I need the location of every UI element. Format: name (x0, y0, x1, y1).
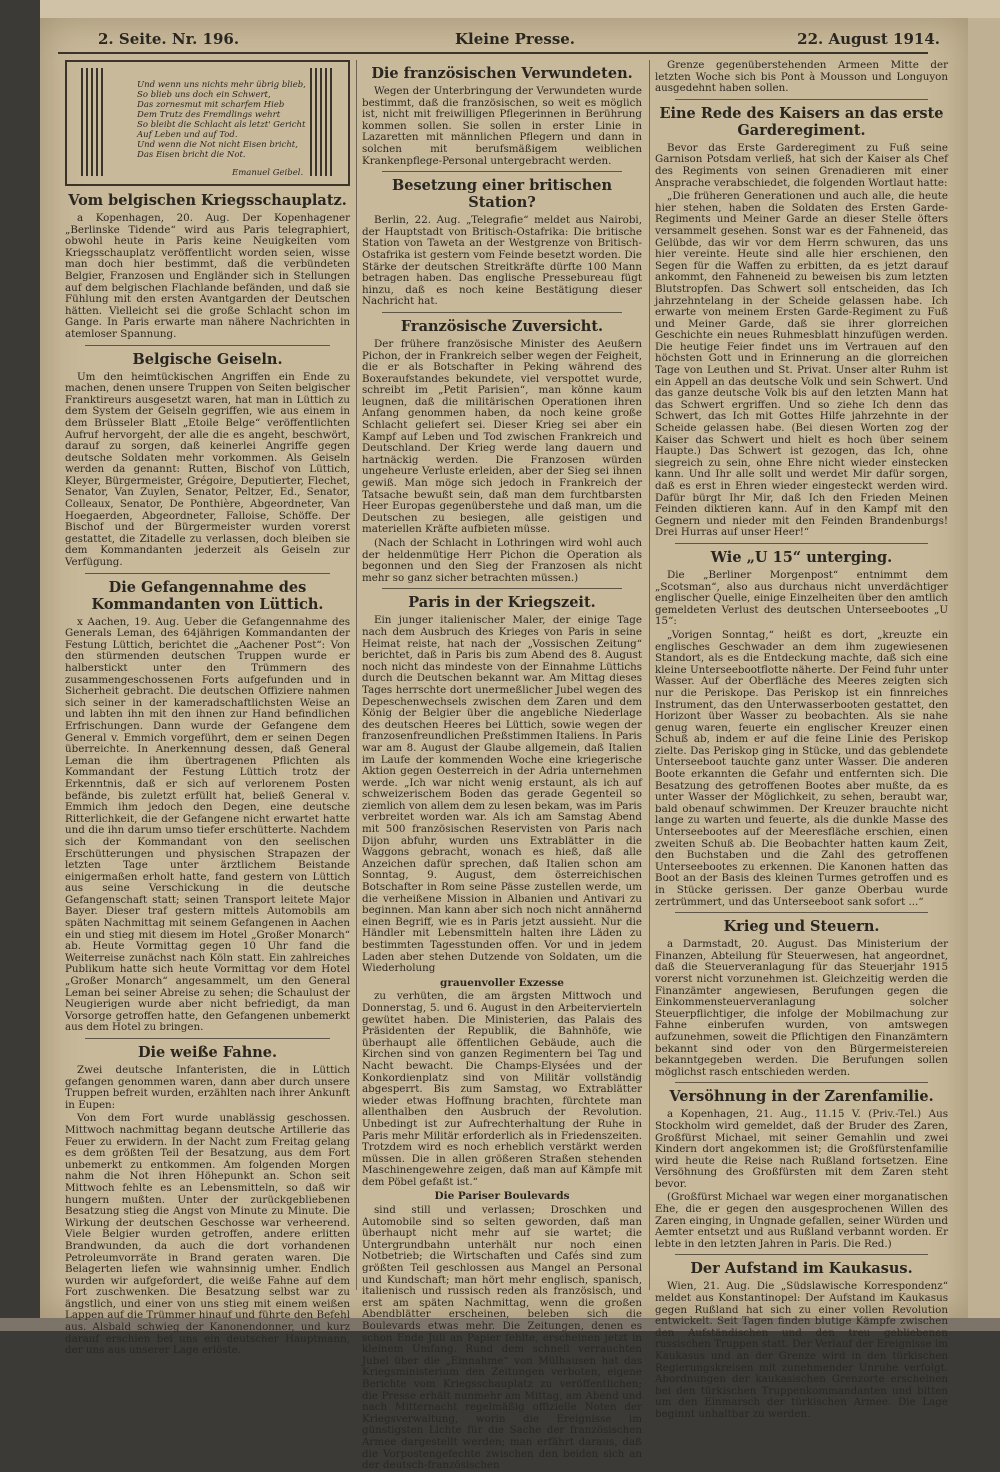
poem-line: Und wenn die Not nicht Eisen bricht, (137, 140, 298, 150)
poem-line: Das Eisen bricht die Not. (137, 150, 246, 160)
ornament-right (310, 68, 334, 176)
separator (675, 99, 928, 100)
poem-line: Das zornesmut mit scharfem Hieb (137, 100, 285, 110)
article-text: Die „Berliner Morgenpost“ entnimmt dem „Scotsman“, also aus durchaus nicht unverdächtiger englischer Quelle, einige Einzelheiten über den amtlich gemeldeten Verlust des deutschen Unterseebootes „U 15“: (655, 568, 948, 628)
page-right-edge (968, 18, 1000, 1331)
article-text: Der frühere französische Minister des Aeußern Pichon, der in Frankreich selber wegen der Feigheit, die er als Botschafter in Peking während des Boxeraufstandes bekundete, viel verspottet wurde, schreibt im „Petit Parisien“, man könne kaum leugnen, daß die militärischen Operationen ihren Anfang genommen haben, da noch keine große Schlacht geliefert sei. Dieser Krieg sei aber ein Kampf auf Leben und Tod zwischen Frankreich und Deutschland. Der Krieg werde lang dauern und hartnäckig werden. Die Franzosen würden ungeheure Verluste erleiden, aber der Sieg sei ihnen gewiß. Man möge sich jedoch in Frankreich der Tatsache bewußt sein, daß man dem furchtbarsten Heer Europas gegenüberstehe und daß man, um die Deutschen zu besiegen, alle geistigen und materiellen Kräfte aufbieten müsse. (362, 337, 642, 536)
article-title: Besetzung einer britischen Station? (391, 177, 613, 212)
header-date: 22. August 1914. (797, 30, 940, 48)
article-text: Berlin, 22. Aug. „Telegrafie“ meldet aus Nairobi, der Hauptstadt von Britisch-Ostafrika: Die britische Station von Taweta an der Westgrenze von Britisch-Ostafrika ist gestern vom Feinde besetzt worden. Die Stärke der deutschen Streitkräfte dürfte 100 Mann betragen haben. Das englische Pressebureau fügt hinzu, daß es noch keine Bestätigung dieser Nachricht hat. (362, 214, 642, 308)
article-text: „Vorigen Sonntag,“ heißt es dort, „kreuzte ein englisches Geschwader an dem ihm zugewiesenen Standort, als es die Entdeckung machte, daß sich eine kleine Unterseebootflotte näherte. Der Feind fuhr unter Wasser. Auf der Oberfläche des Meeres zeigten sich nur die Periskope. Das Periskop ist ein finnreiches Instrument, das den Unterwasserbooten gestattet, den Horizont über Wasser zu beobachten. Als sie nahe genug waren, feuerte ein englischer Kreuzer einen Schuß ab, indem er auf die feine Linie des Periskop zielte. Das Periskop ging in Stücke, und das geblendete Unterseeboot tauchte ganz unter Wasser. Die anderen Boote erkannten die Gefahr und entfernten sich. Die Besatzung des getroffenen Bootes aber mußte, da es unter Wasser der Möglichkeit, zu sehen, beraubt war, bald obenauf schwimmen. Der Kreuzer brauchte nicht lange zu warten und feuerte, als die dunkle Masse des Unterseebootes auf der Meeresfläche erschien, einen zweiten Schuß ab. Die Beobachter hatten kaum Zeit, den Buchstaben und die Zahl des getroffenen Unterseebootes zu erkennen. Die Kanonen hatten das Boot an der Basis des kleinen Turmes getroffen und es in Stücke gerissen. Der ganze Oberbau wurde zertrümmert, und das Unterseeboot sank sofort ...“ (655, 628, 948, 908)
poem-lines (137, 80, 306, 160)
article-text: Um den heimtückischen Angriffen ein Ende zu machen, denen unsere Truppen von Seiten belgischer Franktireurs ausgesetzt waren, hat man in Lüttich zu dem System der Geiseln gegriffen, wie aus einem in dem Brüsseler Blatt „Etoile Belge“ veröffentlichten Aufruf hervorgeht, der alle die es angeht, beschwört, darauf zu sorgen, daß keinerlei Angriffe gegen deutsche Soldaten mehr vorkommen. Als Geiseln werden da genannt: Rutten, Bischof von Lüttich, Kleyer, Bürgermeister, Grégoire, Deputierter, Flechet, Senator, Van Zuylen, Senator, Peltzer, Ed., Senator, Colleaux, Senator, De Ponthière, Abgeordneter, Van Hoegaerden, Abgeordneter, Falloise, Schöffe. Der Bischof und der Bürgermeister wurden vorerst gestattet, die Zitadelle zu verlassen, doch bleiben sie dem Kommandanten jederzeit als Geiseln zur Verfügung. (65, 370, 350, 569)
article-title: Versöhnung in der Zarenfamilie. (669, 1088, 934, 1106)
column-3 (655, 59, 948, 1420)
separator (675, 543, 928, 544)
ornament-left (81, 68, 105, 176)
separator (382, 588, 622, 589)
column-divider-1 (356, 60, 357, 1290)
article-text: a Kopenhagen, 21. Aug., 11.15 V. (Priv.-Tel.) Aus Stockholm wird gemeldet, daß der Bruder des Zaren, Großfürst Michael, mit seiner Gemahlin und zwei Kindern dort angekommen ist; die Großfürstenfamilie wird heute die Reise nach Rußland fortsetzen. Eine Versöhnung des Großfürsten mit dem Zaren steht bevor. (655, 1108, 948, 1190)
poem-line: So blieb uns doch ein Schwert, (137, 90, 271, 100)
article-title: Krieg und Steuern. (723, 918, 880, 936)
article-title: Eine Rede des Kaisers an das erste Garderegiment. (659, 104, 944, 139)
article-title: Wie „U 15“ unterging. (710, 548, 893, 566)
article-text: Wien, 21. Aug. Die „Südslawische Korrespondenz“ meldet aus Konstantinopel: Der Aufstand im Kaukasus gegen Rußland hat sich zu einer vollen Revolution entwickelt. Seit Tagen finden blutige Kämpfe zwischen den Aufständischen und den treu gebliebenen russischen Truppen statt. Der Verlauf der Ereignisse im Kaukasus und an der Grenze wird in den türkischen Regierungskreisen mit zunehmender Unruhe verfolgt. Abordnungen der kaukasischen Grenzorte erscheinen bei den türkischen Truppenkommandanten und bitten um den Einmarsch der türkischen Armee. Die Lage beginnt unhaltbar zu werden. (655, 1280, 948, 1420)
separator (382, 171, 622, 172)
article-text: a Kopenhagen, 20. Aug. Der Kopenhagener „Berlinske Tidende“ wird aus Paris telegraphiert, obwohl heute in Paris keine Neuigkeiten vom Kriegsschauplatz veröffentlicht worden seien, wisse man doch hier bestimmt, daß die verbündeten Belgier, Franzosen und Engländer sich in Stellungen auf dem belgischen Flachlande befänden, und daß sie Fühlung mit den ersten Avantgarden der Deutschen hätten. Vielleicht sei die große Schlacht schon im Gange. In Paris erwarte man nähere Nachrichten in atemloser Spannung. (65, 212, 350, 340)
poem-box (65, 60, 350, 186)
subheading: Die Pariser Boulevards (434, 1190, 570, 1203)
separator (382, 312, 622, 313)
header-page-number: 2. Seite. Nr. 196. (98, 30, 240, 48)
poem-line: Auf Leben und auf Tod. (137, 130, 238, 140)
article-title: Französische Zuversicht. (400, 317, 604, 335)
article-text: Ein junger italienischer Maler, der einige Tage nach dem Ausbruch des Krieges von Paris in seine Heimat reiste, hat nach der „Vossischen Zeitung“ berichtet, daß in Paris bis zum Abend des 8. August noch nicht das mindeste von der Einnahme Lüttichs durch die Deutschen bekannt war. Am Mittag dieses Tages herrschte dort unermeßlicher Jubel wegen des Depeschenwechsels zwischen dem Zaren und dem König der Belgier über die angebliche Niederlage des deutschen Heeres bei Lüttich, sowie wegen der franzosenfreundlichen Preßstimmen Italiens. In Paris war am 8. August der Glaube allgemein, daß Italien im Laufe der kommenden Woche eine kriegerische Aktion gegen Oesterreich in der Adria unternehmen werde. „Ich war nicht wenig erstaunt, als ich auf schweizerischem Boden das gerade Gegenteil so ziemlich von allem dem zu lesen bekam, was im Paris verbreitet worden war. Als ich am Samstag Abend mit 500 französischen Reservisten von Paris nach Dijon abfuhr, wurden uns Extrablätter in die Waggons gebracht, wonach es hieß, daß alle Anzeichen dafür sprechen, daß Italien schon am Sonntag, 9. August, dem österreichischen Botschafter in Rom seine Pässe zustellen werde, um die verheißene Mission in Albanien und Antivari zu beginnen. Man kann aber sich noch nicht annähernd einen Begriff, wie es in Paris jetzt aussieht. Nur die Händler mit Lebensmitteln halten ihre Läden zu bestimmten Tagesstunden offen. Vor und in jedem Laden aber stehen Dutzende von Soldaten, um die Wiederholung (362, 614, 642, 975)
article-title: Die Gefangennahme des Kommandanten von Lüttich. (91, 578, 324, 613)
poem-author: Emanuel Geibel. (232, 168, 304, 178)
article-text: zu verhüten, die am ärgsten Mittwoch und Donnerstag, 5. und 6. August in den Arbeitervierteln gewütet haben. Die Ministerien, das Palais des Präsidenten der Republik, die Bahnhöfe, wie überhaupt alle öffentlichen Gebäude, auch die Kirchen sind von ganzen Regimentern bei Tag und Nacht bewacht. Die Champs-Elysées und der Konkordienplatz sind von Militär vollständig abgesperrt. Bis zum Samstag, wo Extrablätter wieder etwas Hoffnung brachten, fürchtete man allenthalben den Ausbruch der Revolution. Unbedingt ist zur Aufrechterhaltung der Ruhe in Paris mehr Militär erforderlich als in Friedenszeiten. Trotzdem wird es noch erheblich verstärkt werden müssen. Die in allen größeren Straßen stehenden Maschinengewehre zeigen, daß man auf Kämpfe mit dem Pöbel gefaßt ist.“ (362, 990, 642, 1188)
article-text: Grenze gegenüberstehenden Armeen Mitte der letzten Woche sich bis Pont à Mousson und Longuyon ausgedehnt haben sollen. (655, 59, 948, 95)
page-header (40, 30, 940, 52)
poem-line: So bleibt die Schlacht als letzt' Gericht (137, 120, 306, 130)
header-rule (58, 52, 928, 54)
article-text: Bevor das Erste Garderegiment zu Fuß seine Garnison Potsdam verließ, hat sich der Kaiser als Chef des Regiments von seinen Grenadieren mit einer Ansprache verabschiedet, die folgenden Wortlaut hatte: (655, 141, 948, 189)
separator (675, 1254, 928, 1255)
article-title: Die französischen Verwundeten. (371, 65, 633, 82)
column-divider-2 (649, 60, 650, 1290)
article-title: Paris in der Kriegszeit. (408, 594, 596, 612)
separator (85, 1038, 330, 1039)
column-2 (362, 60, 642, 1472)
separator (85, 573, 330, 574)
separator (675, 1082, 928, 1083)
article-text: (Nach der Schlacht in Lothringen wird wohl auch der heldenmütige Herr Pichon die Operation als begonnen und den Sieg der Franzosen als nicht mehr so ganz sicher betrachten müssen.) (362, 537, 642, 584)
article-text: Wegen der Unterbringung der Verwundeten wurde bestimmt, daß die französischen, so weit es möglich ist, nicht mit freiwilligen Pflegerinnen in Berührung kommen sollen. Sie sollen in erster Linie in Lazaretten mit männlichen Pflegern und dann in solchen mit berufsmäßigem weiblichen Krankenpflege-Personal untergebracht werden. (362, 85, 642, 167)
article-text: sind still und verlassen; Droschken und Automobile sind so selten geworden, daß man überhaupt nicht mehr auf sie wartet; die Untergrundbahn unterhält nur noch einen Notbetrieb; die Wirtschaften und Cafés sind zum größten Teil geschlossen aus Mangel an Personal und Kundschaft; man hört mehr englisch, spanisch, italienisch und russisch reden als französisch, und erst am späten Nachmittag, wenn die großen Abendblätter erscheinen, beleben sich die Boulevards etwas mehr. Die Zeitungen, denen es schon Ende Juli an Papier fehlte, erscheinen jetzt in kleinem Umfang. Rund dem schnell verrauchten Jubel über die „Einnahme“ von Mülhausen hat das Kriegsministerium den Zeitungen verboten, eigene Berichte vom Kriegsschauplatz zu veröffentlichen; die Presse erhält nunmehr am Mittag, am Abend und nach Mitternacht regelmäßig offizielle Noten der Kriegsverwaltung, worin die Ereignisse im günstigsten Lichte für die Sache der französischen Armee dargestellt werden; man erfährt daraus, daß die Vorpostengefechte zwischen den beiden sich an der deutsch-französischen (362, 1204, 642, 1472)
article-title: Die weiße Fahne. (137, 1044, 278, 1061)
separator (85, 345, 330, 346)
poem-line: Dem Trutz des Fremdlings wehrt (137, 110, 281, 120)
article-title: Vom belgischen Kriegsschauplatz. (68, 192, 347, 209)
separator (675, 912, 928, 913)
article-title: Belgische Geiseln. (132, 350, 283, 368)
article-title: Der Aufstand im Kaukasus. (690, 1260, 913, 1278)
article-text: x Aachen, 19. Aug. Ueber die Gefangennahme des Generals Leman, des 64jährigen Kommandanten der Festung Lüttich, berichtet die „Aachener Post“: Von den stürmenden deutschen Truppen wurde er halberstickt unter den Trümmern des zusammengeschossenen Forts aufgefunden und in Sicherheit gebracht. Die deutschen Offiziere nahmen sich seiner in der kameradschaftlichsten Weise an und labten ihn mit den ihnen zur Hand befindlichen Erfrischungen. Dann wurde der Gefangene dem General v. Emmich vorgeführt, dem er seinen Degen überreichte. In Anerkennung dessen, daß General Leman die ihm übertragenen Pflichten als Kommandant der Festung Lüttich trotz der Erkenntnis, daß er sich auf verlorenem Posten befände, bis zuletzt erfüllt hat, beließ General v. Emmich ihm jedoch den Degen, eine deutsche Ritterlichkeit, die der Gefangene nicht erwartet hatte und die ihn darum umso tiefer erschütterte. Nachdem sich der Kommandant von den seelischen Erschütterungen und physischen Strapazen der letzten Tage unter ärztlichem Beistande einigermaßen erholt hatte, fand gestern von Lüttich aus seine Verschickung in die deutsche Gefangenschaft statt; seinen Transport leitete Major Bayer. Dieser traf gestern mittels Automobils am späten Nachmittag mit seinem Gefangenen in Aachen ein und stieg mit diesem im Hotel „Großer Monarch“ ab. Heute Vormittag gegen 10 Uhr fand die Weiterreise zunächst nach Köln statt. Ein zahlreiches Publikum hatte sich heute Vormittag vor dem Hotel „Großer Monarch“ angesammelt, um den General Leman bei seiner Abreise zu sehen; die Schaulust der Neugierigen wurde aber nicht befriedigt, da man Vorsorge getroffen hatte, den Gefangenen unbemerkt aus dem Hotel zu bringen. (65, 615, 350, 1034)
article-text: a Darmstadt, 20. August. Das Ministerium der Finanzen, Abteilung für Steuerwesen, hat angeordnet, daß die Steuerveranlagung für das Steuerjahr 1915 vorerst nicht vorzunehmen ist. Gleichzeitig werden die Finanzämter angewiesen, Berufungen gegen die Einkommensteuerveranlagung solcher Steuerpflichtiger, die infolge der Mobilmachung zur Fahne einberufen wurden, von amtswegen aufzunehmen, soweit die Pflichtigen den Finanzämtern bekannt sind oder von den Bürgermeistereien bekanntgegeben werden. Die Berufungen sollen möglichst rasch entschieden werden. (655, 938, 948, 1078)
page-top-strip (40, 0, 1000, 18)
poem-line: Und wenn uns nichts mehr übrig blieb, (137, 80, 306, 90)
column-1 (65, 60, 350, 1357)
subheading: grauenvoller Exzesse (440, 976, 564, 989)
article-text: Zwei deutsche Infanteristen, die in Lüttich gefangen genommen waren, dann aber durch unsere Truppen befreit wurden, erzählten nach ihrer Ankunft in Eupen: (65, 1064, 350, 1111)
article-text: Von dem Fort wurde unablässig geschossen. Mittwoch nachmittag begann deutsche Artillerie das Feuer zu erwidern. In der Nacht zum Freitag gelang es dem größten Teil der Besatzung, aus dem Fort unbemerkt zu entkommen. Am folgenden Morgen nahm die Not ihren Höhepunkt an. Schon seit Mittwoch fehlte es an Lebensmitteln, so daß wir hungern mußten. Unter der zurückgebliebenen Besatzung stieg die Angst von Minute zu Minute. Die Wirkung der deutschen Geschosse war verheerend. Viele Belgier wurden getroffen, andere erlitten Brandwunden, da auch die dort vorhandenen Petroleumvorräte in Brand geraten waren. Die Belagerten liefen wie wahnsinnig umher. Endlich wurden wir aufgefordert, die weiße Fahne auf dem Fort zuschwenken. Die Besatzung selbst war zu ängstlich, und einer von uns stieg mit einem weißen Lappen auf die Trümmer hinauf und führte den Befehl aus. Alsbald schwieg der Kanonendonner, und kurz darauf erschien bei uns ein deutscher Hauptmann, der uns aus unserer Lage erlöste. (65, 1112, 350, 1357)
article-text: „Die früheren Generationen und auch alle, die heute hier stehen, haben die Soldaten des Ersten Garde-Regiments und Meiner Garde an dieser Stelle öfters versammelt gesehen. Sonst war es der Fahneneid, das Gelübde, das wir vor dem Herrn schwuren, das uns hier vereinte. Heute sind alle hier erschienen, den Segen für die Waffen zu erbitten, da es jetzt darauf ankommt, den Fahneneid zu beweisen bis zum letzten Blutstropfen. Das Schwert soll entscheiden, das Ich jahrzehntelang in der Scheide gelassen habe. Ich erwarte von meinem Ersten Garde-Regiment zu Fuß und Meiner Garde, daß sie ihrer glorreichen Geschichte ein neues Ruhmesblatt hinzufügen werden. Die heutige Feier findet uns im Vertrauen auf den höchsten Gott und in Erinnerung an die glorreichen Tage von Leuthen und St. Privat. Unser alter Ruhm ist ein Appell an das deutsche Volk und sein Schwert. Und das ganze deutsche Volk bis auf den letzten Mann hat das Schwert ergriffen. Und so ziehe Ich denn das Schwert, das Ich mit Gottes Hilfe jahrzehnte in der Scheide gelassen habe. (Bei diesen Worten zog der Kaiser das Schwert und hielt es hoch über seinem Haupte.) Das Schwert ist gezogen, das Ich, ohne siegreich zu sein, ohne Ehre nicht wieder einstecken kann. Und Ihr alle sollt und werdet Mir dafür sorgen, daß es erst in Ehren wieder eingesteckt werden wird. Dafür bürgt Ihr Mir, daß Ich den Frieden Meinen Feinden diktieren kann. Auf in den Kampf mit den Gegnern und nieder mit den Feinden Brandenburgs! Drei Hurras auf unser Heer!“ (655, 190, 948, 539)
header-masthead: Kleine Presse. (455, 30, 576, 48)
article-text: (Großfürst Michael war wegen einer morganatischen Ehe, die er gegen den ausgesprochenen Willen des Zaren einging, in Ungnade gefallen, seiner Würden und Aemter entsetzt und aus Rußland verbannt worden. Er lebte in den letzten Jahren in Paris. Die Red.) (655, 1191, 948, 1250)
